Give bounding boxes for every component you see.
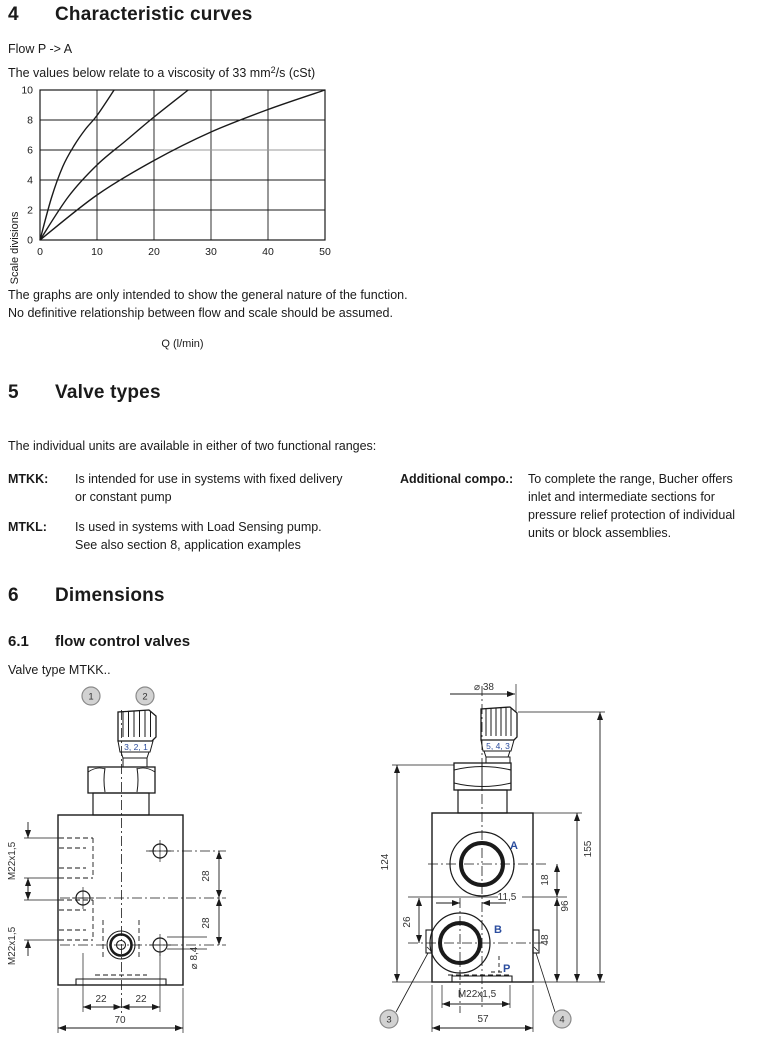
plot-border [40, 90, 325, 240]
section6-number: 6 [8, 585, 19, 606]
balloon-4-label: 4 [559, 1014, 565, 1026]
balloon-4 [536, 953, 571, 1028]
dim-thread-p-label: M22x1,5 [457, 989, 497, 1000]
dim-115 [436, 892, 517, 903]
section4-title: Characteristic curves [55, 4, 253, 25]
section5-title: Valve types [55, 382, 161, 403]
valve-side-view-drawing [370, 676, 620, 1048]
additional-desc-line2: inlet and intermediate sections for [528, 490, 715, 504]
dim-thread-p [442, 985, 510, 1008]
section4-heading [8, 4, 252, 26]
dim-28-lower [201, 898, 219, 945]
section5-intro: The individual units are available in either of two functional ranges: [8, 439, 377, 453]
port-a-label: A [510, 840, 518, 852]
term-additional-compo: Additional compo.: [400, 472, 514, 486]
dim-18 [540, 864, 557, 897]
knob-scale-label-right: 5, 4, 3 [486, 741, 510, 751]
x-tick-30: 30 [205, 246, 217, 258]
port-p-label: P [503, 963, 511, 975]
bottom-notch [448, 975, 512, 982]
mtkk-desc-line1: Is intended for use in systems with fixed delivery [75, 472, 343, 486]
balloon-3-label: 3 [386, 1014, 392, 1026]
port-b-label: B [494, 924, 502, 936]
dim-thread-top [7, 822, 59, 894]
dim-dia-38-label: ⌀ 38 [474, 682, 494, 693]
dim-22-left-label: 22 [95, 994, 107, 1005]
dim-70-label: 70 [114, 1015, 126, 1026]
dim-thread-bottom-label: M22x1,5 [7, 926, 18, 966]
x-tick-50: 50 [319, 246, 331, 258]
flow-direction-label: Flow P -> A [8, 42, 73, 56]
chart-canvas [0, 84, 345, 264]
section4-number: 4 [8, 4, 19, 25]
term-mtkl: MTKL: [8, 520, 47, 534]
viscosity-note-sup: 2 [270, 65, 276, 75]
section61-heading [8, 633, 190, 650]
balloon-2 [136, 687, 154, 705]
y-tick-2: 2 [27, 204, 33, 217]
scale-1-curve [40, 90, 325, 240]
port-p [491, 956, 510, 975]
y-tick-10: 10 [21, 84, 33, 97]
dim-155 [518, 712, 605, 982]
dim-96 [533, 813, 582, 982]
dim-48-label: 48 [540, 934, 551, 946]
hex-nut-side [454, 763, 511, 790]
additional-desc-line3: pressure relief protection of individual [528, 508, 736, 522]
hidden-thread-port-bottom [59, 900, 93, 940]
mtkl-desc [75, 518, 322, 554]
section61-number: 6.1 [8, 633, 29, 650]
dim-115-label: 11,5 [497, 892, 517, 903]
adjustment-knob [118, 710, 156, 767]
mtkk-desc [75, 470, 342, 506]
chart-y-axis-label: Scale divisions [9, 211, 21, 285]
y-tick-8: 8 [27, 114, 33, 127]
dim-48 [540, 898, 557, 982]
knob-scale-label: 3, 2, 1 [124, 742, 148, 752]
x-tick-10: 10 [91, 246, 103, 258]
valve-stem [93, 793, 149, 815]
section6-title: Dimensions [55, 585, 165, 606]
dim-155-label: 155 [583, 840, 594, 858]
dim-26-label: 26 [402, 916, 413, 928]
section6-heading [8, 585, 165, 607]
x-tick-0: 0 [37, 246, 43, 258]
balloon-1-label: 1 [88, 691, 94, 703]
mtkl-desc-line1: Is used in systems with Load Sensing pump. [75, 520, 322, 534]
valve-stem-side [458, 790, 507, 813]
dim-thread-bottom [7, 884, 59, 965]
y-tick-4: 4 [27, 174, 33, 187]
y-tick-6: 6 [27, 144, 33, 157]
valve-type-label: Valve type MTKK.. [8, 663, 111, 677]
mtkk-desc-line2: or constant pump [75, 490, 172, 504]
chart-note-line1: The graphs are only intended to show the general nature of the function. [8, 288, 408, 302]
dim-28-upper-label: 28 [201, 870, 212, 882]
valve-front-view-drawing [0, 676, 260, 1048]
viscosity-note-post: /s (cSt) [275, 66, 316, 80]
dim-28-lower-label: 28 [201, 917, 212, 929]
dim-18-label: 18 [540, 874, 551, 886]
section61-title: flow control valves [55, 633, 191, 650]
chart-note-line2: No definitive relationship between flow and scale should be assumed. [8, 306, 393, 320]
section5-number: 5 [8, 382, 19, 403]
additional-compo-desc [528, 470, 735, 542]
dim-96-label: 96 [560, 900, 571, 912]
viscosity-note [8, 61, 315, 82]
chart-x-axis-label: Q (l/min) [161, 338, 204, 350]
dim-26 [402, 898, 419, 943]
dim-28-upper [201, 851, 219, 898]
adjustment-knob-side [481, 707, 517, 763]
dim-thread-top-label: M22x1,5 [7, 841, 18, 881]
hidden-thread-port-top [59, 838, 93, 878]
scale-2-curve [40, 90, 188, 240]
x-tick-20: 20 [148, 246, 160, 258]
additional-desc-line4: units or block assemblies. [528, 526, 672, 540]
balloon-2-label: 2 [142, 691, 148, 703]
dim-70 [58, 988, 183, 1033]
dim-dia-84-label: ⌀ 8,4 [189, 946, 200, 970]
scale-3-curve [40, 90, 114, 240]
dim-124-label: 124 [380, 853, 391, 871]
hidden-bottom-port [76, 920, 166, 985]
term-mtkk: MTKK: [8, 472, 49, 486]
x-tick-40: 40 [262, 246, 274, 258]
balloon-3 [380, 953, 428, 1028]
viscosity-note-pre: The values below relate to a viscosity of 33 mm [8, 66, 271, 80]
y-tick-0: 0 [27, 234, 33, 247]
additional-desc-line1: To complete the range, Bucher offers [528, 472, 733, 486]
mtkl-desc-line2: See also section 8, application examples [75, 538, 301, 552]
dim-57-label: 57 [477, 1014, 489, 1025]
dim-dia-84 [167, 937, 207, 969]
dim-22-right-label: 22 [135, 994, 147, 1005]
balloon-1 [82, 687, 100, 705]
section5-heading [8, 382, 161, 404]
